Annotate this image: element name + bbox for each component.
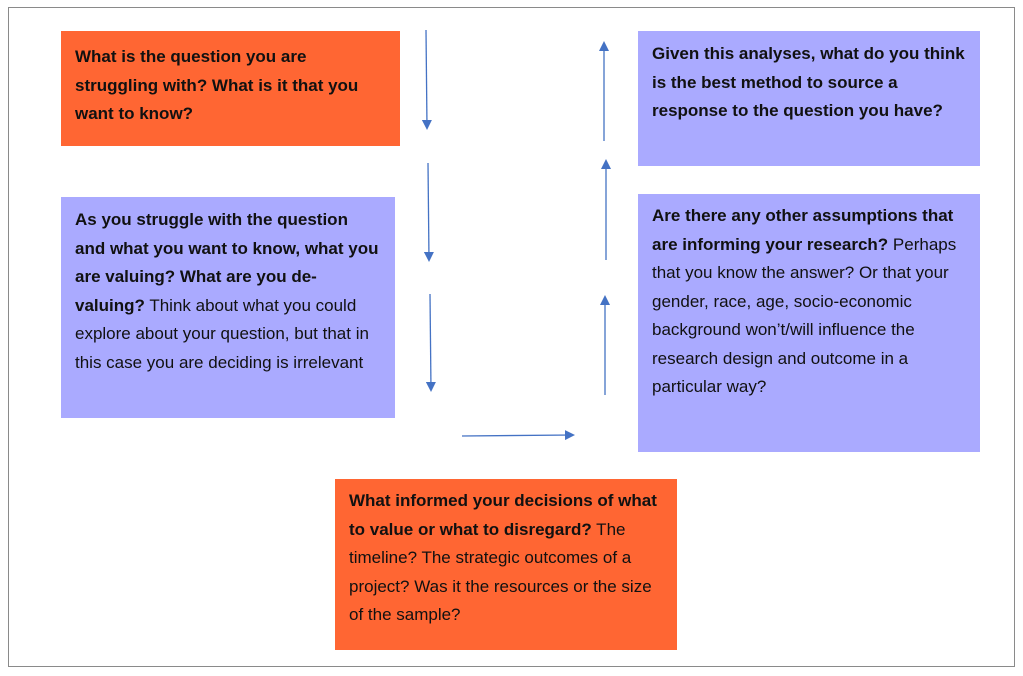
- assumptions-box-text: Perhaps that you know the answer? Or that your gender, race, age, socio-economic background won’t/will influence the research design and outcome in a particular way?: [652, 234, 957, 396]
- decisions-box-bold-text: What informed your decisions of what to value or what to disregard?: [349, 491, 657, 539]
- arrow-right: [462, 435, 573, 436]
- question-box-bold-text: What is the question you are struggling with? What is it that you want to know?: [75, 47, 359, 123]
- assumptions-box-bold-text: Are there any other assumptions that are informing your research?: [652, 206, 954, 254]
- method-box-bold-text: Given this analyses, what do you think is the best method to source a response to the question you have?: [652, 44, 965, 120]
- valuing-box-bold-text: As you struggle with the question and what you want to know, what you are valuing? What are you de-valuing?: [75, 210, 379, 315]
- decisions-box-text: The timeline? The strategic outcomes of a project? Was it the resources or the size of the sample?: [349, 519, 652, 624]
- arrow-down-1: [426, 30, 427, 128]
- valuing-box-text: Think about what you could explore about your question, but that in this case you are deciding is irrelevant: [75, 295, 369, 372]
- arrow-down-2: [428, 163, 429, 260]
- arrow-down-3: [430, 294, 431, 390]
